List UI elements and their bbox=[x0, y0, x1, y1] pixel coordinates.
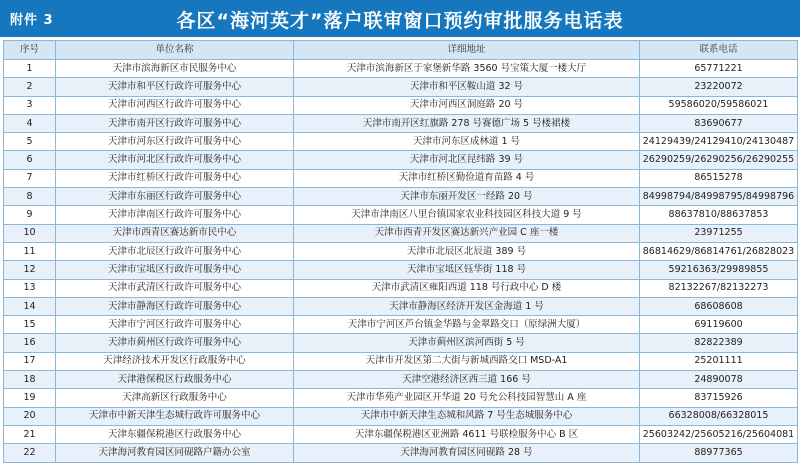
cell-unit-name: 天津市蓟州区行政许可服务中心 bbox=[56, 334, 294, 352]
cell-index: 12 bbox=[4, 261, 56, 279]
cell-index: 9 bbox=[4, 206, 56, 224]
cell-unit-name: 天津市和平区行政许可服务中心 bbox=[56, 78, 294, 96]
cell-address: 天津市华苑产业园区开华道 20 号允公科技园智慧山 A 座 bbox=[294, 389, 640, 407]
cell-index: 8 bbox=[4, 188, 56, 206]
page-title: 各区“海河英才”落户联审窗口预约审批服务电话表 bbox=[176, 10, 624, 32]
cell-unit-name: 天津市河西区行政许可服务中心 bbox=[56, 96, 294, 114]
table-row bbox=[4, 316, 798, 334]
cell-address: 天津海河教育园区同砚路 28 号 bbox=[294, 444, 640, 462]
cell-index: 15 bbox=[4, 316, 56, 334]
cell-phone: 23971255 bbox=[640, 224, 798, 242]
cell-index: 20 bbox=[4, 407, 56, 425]
cell-unit-name: 天津市北辰区行政许可服务中心 bbox=[56, 242, 294, 260]
cell-phone: 88637810/88637853 bbox=[640, 206, 798, 224]
cell-address: 天津市东丽开发区一经路 20 号 bbox=[294, 188, 640, 206]
cell-phone: 65771221 bbox=[640, 60, 798, 78]
column-header-unit-name: 单位名称 bbox=[56, 41, 294, 60]
table-row bbox=[4, 114, 798, 132]
cell-index: 14 bbox=[4, 297, 56, 315]
cell-index: 11 bbox=[4, 242, 56, 260]
table-row bbox=[4, 242, 798, 260]
cell-phone: 68608608 bbox=[640, 297, 798, 315]
cell-phone: 25603242/25605216/25604081 bbox=[640, 425, 798, 443]
table-row bbox=[4, 133, 798, 151]
cell-index: 3 bbox=[4, 96, 56, 114]
cell-address: 天津市宁河区芦台镇金华路与金翠路交口（原绿洲大厦） bbox=[294, 316, 640, 334]
cell-unit-name: 天津市红桥区行政许可服务中心 bbox=[56, 169, 294, 187]
cell-unit-name: 天津港保税区行政服务中心 bbox=[56, 371, 294, 389]
service-phone-table bbox=[3, 40, 798, 463]
cell-address: 天津市宝坻区钰华街 118 号 bbox=[294, 261, 640, 279]
cell-phone: 24890078 bbox=[640, 371, 798, 389]
cell-index: 19 bbox=[4, 389, 56, 407]
cell-address: 天津市南开区红旗路 278 号赛德广场 5 号楼裙楼 bbox=[294, 114, 640, 132]
table-header-row bbox=[4, 41, 798, 60]
cell-unit-name: 天津东疆保税港区行政服务中心 bbox=[56, 425, 294, 443]
table-row bbox=[4, 389, 798, 407]
cell-address: 天津市西青开发区赛达新兴产业园 C 座一楼 bbox=[294, 224, 640, 242]
cell-index: 1 bbox=[4, 60, 56, 78]
page-header bbox=[0, 0, 800, 37]
cell-phone: 24129439/24129410/24130487 bbox=[640, 133, 798, 151]
cell-phone: 86814629/86814761/26828023 bbox=[640, 242, 798, 260]
cell-phone: 26290259/26290256/26290255 bbox=[640, 151, 798, 169]
cell-phone: 82822389 bbox=[640, 334, 798, 352]
cell-phone: 84998794/84998795/84998796 bbox=[640, 188, 798, 206]
cell-address: 天津市开发区第二大街与新城西路交口 MSD-A1 bbox=[294, 352, 640, 370]
cell-address: 天津市河东区成林道 1 号 bbox=[294, 133, 640, 151]
cell-address: 天津市红桥区勤俭道育苗路 4 号 bbox=[294, 169, 640, 187]
cell-unit-name: 天津市武清区行政许可服务中心 bbox=[56, 279, 294, 297]
cell-unit-name: 天津市西青区赛达新市民中心 bbox=[56, 224, 294, 242]
cell-address: 天津市津南区八里台镇国家农业科技园区科技大道 9 号 bbox=[294, 206, 640, 224]
cell-address: 天津市河北区昆纬路 39 号 bbox=[294, 151, 640, 169]
table-row bbox=[4, 96, 798, 114]
table-body bbox=[4, 60, 798, 463]
cell-address: 天津市和平区鞍山道 32 号 bbox=[294, 78, 640, 96]
column-header-address: 详细地址 bbox=[294, 41, 640, 60]
cell-index: 6 bbox=[4, 151, 56, 169]
table-row bbox=[4, 60, 798, 78]
table-row bbox=[4, 188, 798, 206]
cell-index: 18 bbox=[4, 371, 56, 389]
cell-index: 17 bbox=[4, 352, 56, 370]
table-row bbox=[4, 407, 798, 425]
cell-index: 22 bbox=[4, 444, 56, 462]
cell-phone: 66328008/66328015 bbox=[640, 407, 798, 425]
table-row bbox=[4, 151, 798, 169]
cell-index: 16 bbox=[4, 334, 56, 352]
table-row bbox=[4, 224, 798, 242]
cell-index: 4 bbox=[4, 114, 56, 132]
table-row bbox=[4, 371, 798, 389]
cell-index: 7 bbox=[4, 169, 56, 187]
column-header-index: 序号 bbox=[4, 41, 56, 60]
cell-phone: 25201111 bbox=[640, 352, 798, 370]
cell-phone: 69119600 bbox=[640, 316, 798, 334]
cell-phone: 86515278 bbox=[640, 169, 798, 187]
cell-address: 天津市北辰区北辰道 389 号 bbox=[294, 242, 640, 260]
cell-address: 天津市静海区经济开发区金海道 1 号 bbox=[294, 297, 640, 315]
cell-unit-name: 天津市宁河区行政许可服务中心 bbox=[56, 316, 294, 334]
cell-phone: 59216363/29989855 bbox=[640, 261, 798, 279]
cell-phone: 88977365 bbox=[640, 444, 798, 462]
table-row bbox=[4, 206, 798, 224]
cell-phone: 59586020/59586021 bbox=[640, 96, 798, 114]
cell-address: 天津市武清区雍阳西道 118 号行政中心 D 楼 bbox=[294, 279, 640, 297]
cell-phone: 83690677 bbox=[640, 114, 798, 132]
cell-phone: 82132267/82132273 bbox=[640, 279, 798, 297]
cell-unit-name: 天津市宝坻区行政许可服务中心 bbox=[56, 261, 294, 279]
appendix-badge: 附件 3 bbox=[10, 13, 54, 28]
cell-unit-name: 天津海河教育园区同砚路户籍办公室 bbox=[56, 444, 294, 462]
cell-unit-name: 天津高新区行政服务中心 bbox=[56, 389, 294, 407]
cell-unit-name: 天津市河北区行政许可服务中心 bbox=[56, 151, 294, 169]
cell-unit-name: 天津市静海区行政许可服务中心 bbox=[56, 297, 294, 315]
cell-unit-name: 天津市中新天津生态城行政许可服务中心 bbox=[56, 407, 294, 425]
table-row bbox=[4, 444, 798, 462]
cell-address: 天津市河西区洞庭路 20 号 bbox=[294, 96, 640, 114]
table-row bbox=[4, 425, 798, 443]
cell-unit-name: 天津市津南区行政许可服务中心 bbox=[56, 206, 294, 224]
cell-address: 天津市中新天津生态城和风路 7 号生态城服务中心 bbox=[294, 407, 640, 425]
cell-unit-name: 天津市河东区行政许可服务中心 bbox=[56, 133, 294, 151]
cell-index: 13 bbox=[4, 279, 56, 297]
cell-phone: 83715926 bbox=[640, 389, 798, 407]
table-row bbox=[4, 261, 798, 279]
cell-unit-name: 天津市滨海新区市民服务中心 bbox=[56, 60, 294, 78]
cell-phone: 23220072 bbox=[640, 78, 798, 96]
table-row bbox=[4, 297, 798, 315]
cell-unit-name: 天津经济技术开发区行政服务中心 bbox=[56, 352, 294, 370]
cell-index: 2 bbox=[4, 78, 56, 96]
cell-address: 天津市滨海新区于家堡新华路 3560 号宝策大厦一楼大厅 bbox=[294, 60, 640, 78]
cell-address: 天津东疆保税港区亚洲路 4611 号联检服务中心 B 区 bbox=[294, 425, 640, 443]
cell-address: 天津市蓟州区滨河西街 5 号 bbox=[294, 334, 640, 352]
cell-unit-name: 天津市东丽区行政许可服务中心 bbox=[56, 188, 294, 206]
cell-index: 10 bbox=[4, 224, 56, 242]
cell-unit-name: 天津市南开区行政许可服务中心 bbox=[56, 114, 294, 132]
table-row bbox=[4, 279, 798, 297]
column-header-phone: 联系电话 bbox=[640, 41, 798, 60]
table-row bbox=[4, 334, 798, 352]
table-row bbox=[4, 78, 798, 96]
cell-index: 21 bbox=[4, 425, 56, 443]
cell-address: 天津空港经济区西三道 166 号 bbox=[294, 371, 640, 389]
cell-index: 5 bbox=[4, 133, 56, 151]
table-row bbox=[4, 169, 798, 187]
table-row bbox=[4, 352, 798, 370]
